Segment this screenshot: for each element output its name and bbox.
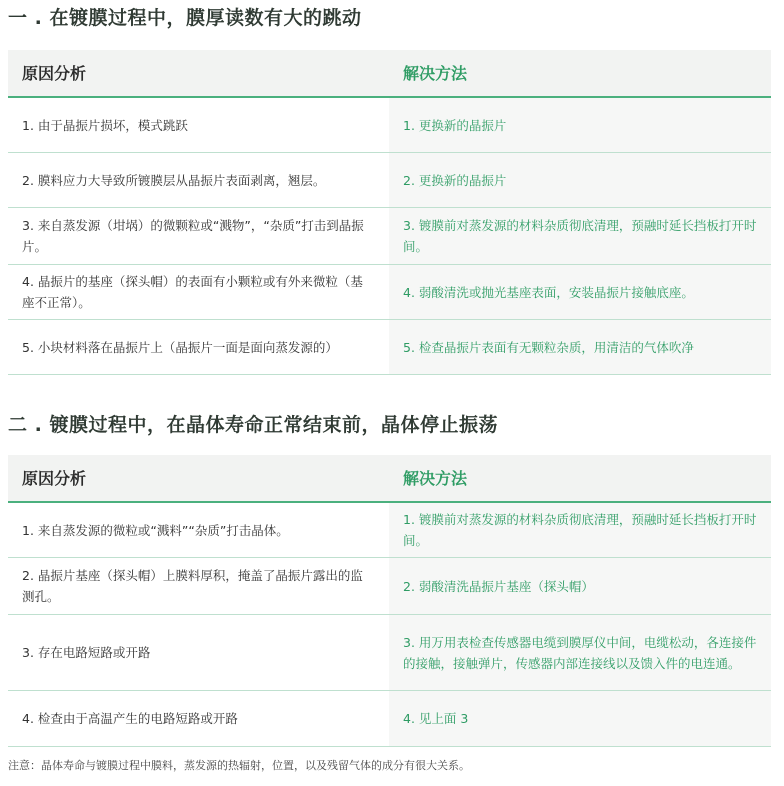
table-row [8,615,771,691]
solution-cell: 1. 镀膜前对蒸发源的材料杂质彻底清理，预融时延长挡板打开时间。 [389,503,771,557]
table-header-row [8,50,771,98]
table-row [8,503,771,558]
cause-cell: 1. 由于晶振片损坏，模式跳跃 [8,98,389,152]
cause-cell: 2. 膜料应力大导致所镀膜层从晶振片表面剥离，翘层。 [8,153,389,207]
section-2-title: 二 . 镀膜过程中，在晶体寿命正常结束前，晶体停止振荡 [8,414,498,436]
solution-cell: 5. 检查晶振片表面有无颗粒杂质，用清洁的气体吹净 [389,320,771,374]
header-cause: 原因分析 [8,50,389,96]
header-cause: 原因分析 [8,455,389,501]
cause-cell: 3. 来自蒸发源（坩埚）的微颗粒或“溅物”，“杂质”打击到晶振片。 [8,208,389,264]
table-row [8,320,771,375]
table-row [8,558,771,615]
cause-cell: 3. 存在电路短路或开路 [8,615,389,690]
table-row [8,153,771,208]
solution-cell: 3. 镀膜前对蒸发源的材料杂质彻底清理，预融时延长挡板打开时间。 [389,208,771,264]
table-row [8,208,771,265]
section-1-title: 一 . 在镀膜过程中，膜厚读数有大的跳动 [8,7,362,29]
troubleshooting-table-1 [8,50,771,375]
table-row [8,265,771,320]
header-solution: 解决方法 [389,455,771,501]
table-row [8,98,771,153]
table-row [8,691,771,747]
header-solution: 解决方法 [389,50,771,96]
footnote: 注意：晶体寿命与镀膜过程中膜料，蒸发源的热辐射，位置，以及残留气体的成分有很大关系。 [8,759,470,772]
solution-cell: 3. 用万用表检查传感器电缆到膜厚仪中间，电缆松动，各连接件的接触，接触弹片，传感器内部连接线以及馈入件的电连通。 [389,615,771,690]
solution-cell: 4. 见上面 3 [389,691,771,746]
solution-cell: 2. 弱酸清洗晶振片基座（探头帽） [389,558,771,614]
solution-cell: 4. 弱酸清洗或抛光基座表面，安装晶振片接触底座。 [389,265,771,319]
cause-cell: 4. 晶振片的基座（探头帽）的表面有小颗粒或有外来微粒（基座不正常）。 [8,265,389,319]
solution-cell: 2. 更换新的晶振片 [389,153,771,207]
cause-cell: 1. 来自蒸发源的微粒或“溅料”“杂质”打击晶体。 [8,503,389,557]
troubleshooting-table-2 [8,455,771,747]
cause-cell: 4. 检查由于高温产生的电路短路或开路 [8,691,389,746]
cause-cell: 5. 小块材料落在晶振片上（晶振片一面是面向蒸发源的） [8,320,389,374]
solution-cell: 1. 更换新的晶振片 [389,98,771,152]
table-header-row [8,455,771,503]
cause-cell: 2. 晶振片基座（探头帽）上膜料厚积，掩盖了晶振片露出的监测孔。 [8,558,389,614]
